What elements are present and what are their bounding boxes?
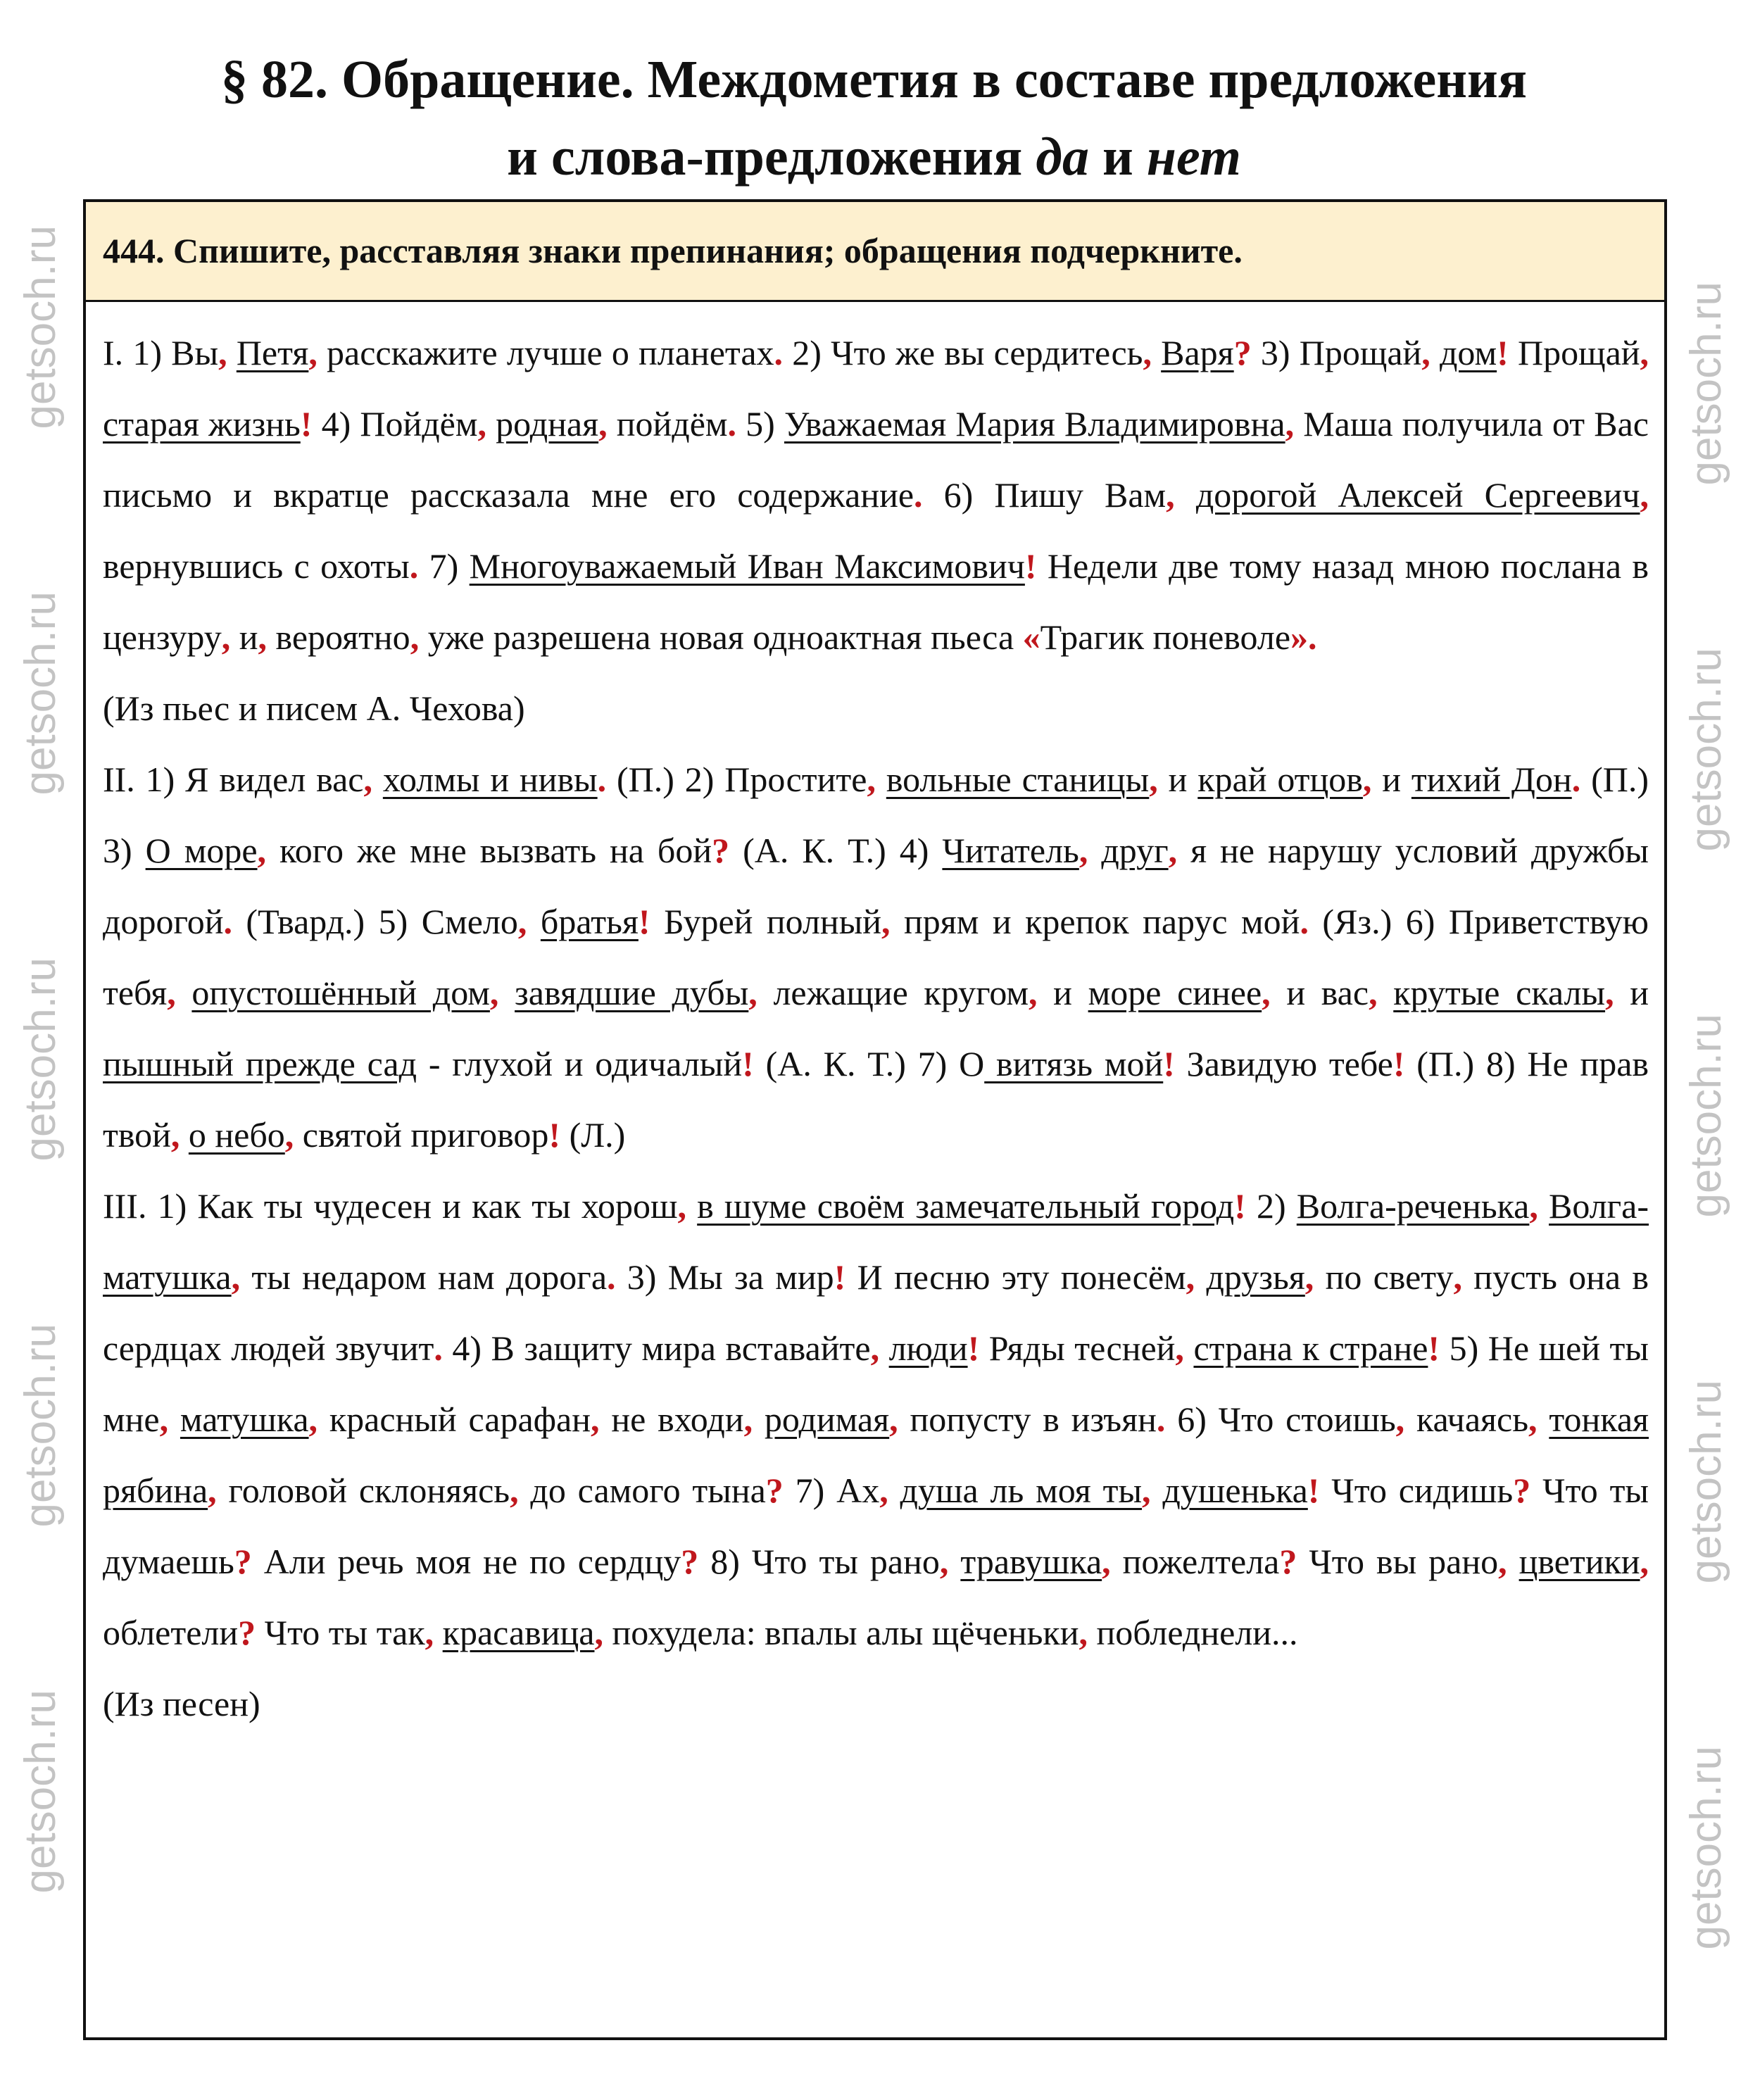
- inserted-punctuation: .: [1300, 902, 1309, 941]
- inserted-punctuation: .: [774, 333, 784, 372]
- inserted-punctuation: ».: [1290, 617, 1317, 657]
- text-segment: [1088, 831, 1101, 870]
- underlined-address: О море: [145, 831, 258, 870]
- underlined-address: дорогой Алексей Сергеевич: [1195, 475, 1640, 515]
- text-segment: [753, 1400, 765, 1439]
- text-segment: I. 1) Вы: [103, 333, 219, 372]
- inserted-punctuation: ,: [1640, 1542, 1649, 1581]
- text-segment: (Твард.) 5) Смело: [232, 902, 518, 941]
- inserted-punctuation: ,: [308, 1400, 318, 1439]
- inserted-punctuation: ,: [1285, 404, 1295, 444]
- text-segment: Ряды тесней: [979, 1328, 1176, 1368]
- title-text: и слова-предложения: [507, 127, 1036, 187]
- inserted-punctuation: .: [727, 404, 737, 444]
- watermark: getsoch.ru: [1682, 1746, 1730, 1950]
- watermark: getsoch.ru: [1682, 1380, 1730, 1584]
- underlined-address: Петя: [236, 333, 309, 372]
- inserted-punctuation: ,: [889, 1400, 898, 1439]
- watermark: getsoch.ru: [16, 1690, 65, 1894]
- text-segment: вероятно: [267, 617, 410, 657]
- inserted-punctuation: ,: [867, 760, 876, 799]
- text-segment: святой приговор: [294, 1115, 549, 1155]
- underlined-address: опустошённый дом: [191, 973, 490, 1012]
- inserted-punctuation: ,: [1143, 333, 1152, 372]
- text-segment: 4) Пойдём: [312, 404, 478, 444]
- text-segment: (А. К. Т.) 4): [729, 831, 943, 870]
- underlined-address: друзья: [1206, 1257, 1305, 1297]
- underlined-address: старая жизнь: [103, 404, 301, 444]
- inserted-punctuation: ,: [1168, 831, 1178, 870]
- text-segment: прям и крепок парус мой: [890, 902, 1300, 941]
- underlined-address: тонкая рябина: [103, 1400, 1649, 1510]
- inserted-punctuation: ,: [1640, 333, 1649, 372]
- text-segment: [1507, 1542, 1519, 1581]
- underlined-address: пышный прежде сад: [103, 1044, 417, 1083]
- text-segment: [168, 1400, 180, 1439]
- inserted-punctuation: ,: [221, 617, 231, 657]
- inserted-punctuation: ,: [510, 1471, 519, 1510]
- section-source-1: (Из пьес и писем А. Чехова): [103, 689, 525, 728]
- watermark: getsoch.ru: [1682, 1014, 1730, 1218]
- text-segment: я не нарушу условий дружбы дорогой: [103, 831, 1649, 941]
- inserted-punctuation: ,: [159, 1400, 169, 1439]
- text-segment: Маша получила от Вас письмо и вкратце рассказала мне его содержание: [103, 404, 1649, 515]
- inserted-punctuation: ?: [234, 1542, 252, 1581]
- inserted-punctuation: ,: [1528, 1400, 1538, 1439]
- watermark: getsoch.ru: [16, 957, 65, 1162]
- underlined-address: люди: [888, 1328, 968, 1368]
- text-segment: 5): [736, 404, 784, 444]
- text-segment: [948, 1542, 960, 1581]
- text-segment: Завидую тебе: [1174, 1044, 1393, 1083]
- underlined-address: витязь мой: [984, 1044, 1164, 1083]
- inserted-punctuation: !: [1392, 1044, 1405, 1083]
- inserted-punctuation: ,: [1395, 1400, 1405, 1439]
- text-segment: [180, 1115, 189, 1155]
- underlined-address: Многоуважаемый Иван Максимович: [469, 546, 1025, 586]
- watermark: getsoch.ru: [16, 225, 65, 429]
- exercise-heading: 444. Спишите, расставляя знаки препинания; обращения подчеркните.: [86, 202, 1664, 302]
- text-segment: (Яз.) 6) Приветствую тебя: [103, 902, 1649, 1012]
- text-segment: [372, 760, 383, 799]
- text-segment: и: [1371, 760, 1411, 799]
- text-segment: (П.) 3): [103, 760, 1649, 870]
- inserted-punctuation: .: [914, 475, 923, 515]
- text-segment: похудела: впалы алы щёченьки: [603, 1613, 1079, 1652]
- text-segment: 4) В защиту мира вставайте: [442, 1328, 871, 1368]
- text-segment: 6) Пишу Вам: [922, 475, 1167, 515]
- inserted-punctuation: ,: [598, 404, 608, 444]
- text-segment: [434, 1613, 443, 1652]
- text-segment: пойдём: [607, 404, 728, 444]
- inserted-punctuation: !: [548, 1115, 561, 1155]
- watermark: getsoch.ru: [16, 591, 65, 796]
- inserted-punctuation: .: [1156, 1400, 1166, 1439]
- underlined-address: крутые скалы: [1393, 973, 1606, 1012]
- underlined-address: о небо: [188, 1115, 285, 1155]
- text-segment: Что вы рано: [1297, 1542, 1499, 1581]
- text-segment: головой склоняясь: [216, 1471, 510, 1510]
- watermark: getsoch.ru: [1682, 282, 1730, 486]
- text-segment: вернувшись с охоты: [103, 546, 410, 586]
- text-segment: (А. К. Т.) 7) О: [753, 1044, 985, 1083]
- section-text-1: [103, 317, 1649, 673]
- text-segment: [876, 760, 886, 799]
- text-segment: 7): [418, 546, 470, 586]
- text-segment: [1152, 333, 1161, 372]
- text-segment: [1538, 1400, 1549, 1439]
- inserted-punctuation: !: [1024, 546, 1037, 586]
- inserted-punctuation: ,: [1498, 1542, 1507, 1581]
- title-text: и: [1089, 127, 1147, 187]
- underlined-address: матушка: [180, 1400, 309, 1439]
- inserted-punctuation: ,: [284, 1115, 294, 1155]
- inserted-punctuation: ?: [1513, 1471, 1531, 1510]
- section-title-line-2: [0, 118, 1748, 196]
- inserted-punctuation: ,: [257, 831, 267, 870]
- text-segment: [879, 1328, 889, 1368]
- title-word-net: нет: [1146, 127, 1241, 187]
- text-segment: [1151, 1471, 1163, 1510]
- inserted-punctuation: ?: [765, 1471, 784, 1510]
- inserted-punctuation: !: [300, 404, 313, 444]
- section-source-3: (Из песен): [103, 1684, 260, 1723]
- inserted-punctuation: ,: [1453, 1257, 1462, 1297]
- inserted-punctuation: ,: [410, 617, 420, 657]
- underlined-address: Варя: [1161, 333, 1234, 372]
- inserted-punctuation: .: [597, 760, 607, 799]
- text-segment: [227, 333, 237, 372]
- underlined-address: в шуме своём замечательный город: [697, 1186, 1235, 1226]
- text-segment: (П.) 2) Простите: [606, 760, 867, 799]
- text-segment: II. 1) Я видел вас: [103, 760, 364, 799]
- inserted-punctuation: !: [967, 1328, 980, 1368]
- underlined-address: холмы и нивы: [382, 760, 598, 799]
- text-segment: [1195, 1257, 1206, 1297]
- underlined-address: вольные станицы: [886, 760, 1150, 799]
- text-segment: побледнели...: [1087, 1613, 1298, 1652]
- watermark: getsoch.ru: [16, 1323, 65, 1528]
- inserted-punctuation: ,: [1079, 831, 1088, 870]
- inserted-punctuation: ,: [748, 973, 757, 1012]
- inserted-punctuation: .: [607, 1257, 616, 1297]
- inserted-punctuation: ,: [517, 902, 527, 941]
- inserted-punctuation: ,: [258, 617, 268, 657]
- text-segment: расскажите лучше о планетах: [317, 333, 774, 372]
- inserted-punctuation: ,: [1640, 475, 1649, 515]
- text-segment: Что сидишь: [1319, 1471, 1514, 1510]
- text-segment: [1378, 973, 1394, 1012]
- inserted-punctuation: ,: [1186, 1257, 1195, 1297]
- exercise-box: [83, 199, 1667, 2040]
- text-segment: - глухой и одичалый: [417, 1044, 743, 1083]
- text-segment: Недели две тому назад мною послана в цензуру: [103, 546, 1649, 657]
- underlined-address: цветики: [1519, 1542, 1640, 1581]
- text-segment: и: [230, 617, 258, 657]
- underlined-address: друг: [1101, 831, 1169, 870]
- underlined-address: душенька: [1162, 1471, 1308, 1510]
- text-segment: по свету: [1314, 1257, 1454, 1297]
- text-segment: [176, 973, 192, 1012]
- text-segment: [486, 404, 496, 444]
- text-segment: Что ты так: [256, 1613, 425, 1652]
- text-segment: Бурей полный: [650, 902, 882, 941]
- text-segment: 3) Мы за мир: [615, 1257, 834, 1297]
- exercise-content: [86, 302, 1664, 1747]
- text-segment: и: [1037, 973, 1088, 1012]
- inserted-punctuation: ?: [1233, 333, 1252, 372]
- text-segment: [498, 973, 515, 1012]
- inserted-punctuation: ,: [1102, 1542, 1111, 1581]
- underlined-address: Волга-реченька: [1296, 1186, 1530, 1226]
- inserted-punctuation: ?: [712, 831, 730, 870]
- inserted-punctuation: ,: [1304, 1257, 1314, 1297]
- text-segment: [1538, 1186, 1549, 1226]
- inserted-punctuation: ,: [591, 1400, 600, 1439]
- underlined-address: травушка: [960, 1542, 1102, 1581]
- inserted-punctuation: ,: [1166, 475, 1175, 515]
- inserted-punctuation: ,: [939, 1542, 949, 1581]
- inserted-punctuation: !: [1428, 1328, 1440, 1368]
- underlined-address: красавица: [442, 1613, 595, 1652]
- inserted-punctuation: ,: [1362, 760, 1372, 799]
- inserted-punctuation: ,: [879, 1471, 888, 1510]
- underlined-address: Волга-матушка: [103, 1186, 1649, 1297]
- inserted-punctuation: ,: [743, 1400, 753, 1439]
- inserted-punctuation: ,: [231, 1257, 241, 1297]
- inserted-punctuation: ?: [1279, 1542, 1297, 1581]
- underlined-address: Уважаемая Мария Владимировна: [784, 404, 1285, 444]
- text-segment: [1175, 475, 1196, 515]
- text-segment: Что ты думаешь: [103, 1471, 1649, 1581]
- inserted-punctuation: ,: [1369, 973, 1378, 1012]
- inserted-punctuation: ,: [363, 760, 372, 799]
- inserted-punctuation: !: [1163, 1044, 1175, 1083]
- inserted-punctuation: .: [434, 1328, 443, 1368]
- text-segment: [686, 1186, 697, 1226]
- text-segment: красный сарафан: [317, 1400, 591, 1439]
- underlined-address: страна к стране: [1193, 1328, 1428, 1368]
- text-segment: (Л.): [560, 1115, 626, 1155]
- inserted-punctuation: .: [223, 902, 232, 941]
- inserted-punctuation: ,: [477, 404, 487, 444]
- text-segment: Прощай: [1508, 333, 1640, 372]
- text-segment: 3) Прощай: [1251, 333, 1422, 372]
- text-segment: и: [1157, 760, 1198, 799]
- text-segment: 2) Что же вы сердитесь: [783, 333, 1143, 372]
- inserted-punctuation: ,: [677, 1186, 686, 1226]
- text-segment: Али речь моя не по сердцу: [251, 1542, 681, 1581]
- text-segment: [1431, 333, 1440, 372]
- inserted-punctuation: ,: [208, 1471, 217, 1510]
- inserted-punctuation: ,: [1605, 973, 1614, 1012]
- inserted-punctuation: ,: [489, 973, 499, 1012]
- text-segment: уже разрешена новая одноактная пьеса: [419, 617, 1023, 657]
- underlined-address: тихий Дон: [1411, 760, 1572, 799]
- inserted-punctuation: !: [1307, 1471, 1320, 1510]
- underlined-address: край отцов: [1197, 760, 1363, 799]
- underlined-address: душа ль моя ты: [900, 1471, 1143, 1510]
- text-segment: (П.) 8) Не прав твой: [103, 1044, 1649, 1155]
- text-segment: 2): [1245, 1186, 1297, 1226]
- inserted-punctuation: ,: [870, 1328, 880, 1368]
- inserted-punctuation: ,: [1421, 333, 1431, 372]
- inserted-punctuation: ,: [1142, 1471, 1151, 1510]
- text-segment: качаясь: [1404, 1400, 1529, 1439]
- text-segment: пусть она в сердцах людей звучит: [103, 1257, 1649, 1368]
- section-text-3: [103, 1171, 1649, 1668]
- text-segment: и: [1614, 973, 1649, 1012]
- text-segment: И песню эту понесём: [845, 1257, 1186, 1297]
- inserted-punctuation: ,: [594, 1613, 603, 1652]
- text-segment: [1184, 1328, 1194, 1368]
- text-segment: кого же мне вызвать на бой: [266, 831, 712, 870]
- inserted-punctuation: ,: [1529, 1186, 1538, 1226]
- inserted-punctuation: !: [1234, 1186, 1246, 1226]
- inserted-punctuation: ,: [1029, 973, 1038, 1012]
- underlined-address: дом: [1439, 333, 1497, 372]
- text-segment: [888, 1471, 900, 1510]
- text-segment: облетели: [103, 1613, 239, 1652]
- inserted-punctuation: ,: [881, 902, 891, 941]
- text-segment: 8) Что ты рано: [698, 1542, 940, 1581]
- underlined-address: Читатель: [942, 831, 1079, 870]
- inserted-punctuation: ,: [1262, 973, 1271, 1012]
- text-segment: 7) Ах: [783, 1471, 880, 1510]
- text-segment: до самого тына: [518, 1471, 766, 1510]
- inserted-punctuation: .: [409, 546, 419, 586]
- underlined-address: братья: [540, 902, 639, 941]
- underlined-address: завядшие дубы: [515, 973, 749, 1012]
- inserted-punctuation: ,: [425, 1613, 434, 1652]
- text-segment: ты недаром нам дорога: [240, 1257, 608, 1297]
- text-segment: и вас: [1270, 973, 1369, 1012]
- text-segment: пожелтела: [1110, 1542, 1280, 1581]
- text-segment: попусту в изъян: [898, 1400, 1157, 1439]
- inserted-punctuation: !: [742, 1044, 754, 1083]
- watermark: getsoch.ru: [1682, 648, 1730, 852]
- inserted-punctuation: ?: [681, 1542, 699, 1581]
- inserted-punctuation: «: [1022, 617, 1040, 657]
- inserted-punctuation: .: [1571, 760, 1581, 799]
- underlined-address: родная: [496, 404, 599, 444]
- inserted-punctuation: ,: [170, 1115, 180, 1155]
- text-segment: 5) Не шей ты мне: [103, 1328, 1649, 1439]
- inserted-punctuation: ?: [238, 1613, 256, 1652]
- inserted-punctuation: ,: [308, 333, 317, 372]
- inserted-punctuation: ,: [218, 333, 227, 372]
- text-segment: лежащие кругом: [757, 973, 1029, 1012]
- text-segment: не входи: [599, 1400, 744, 1439]
- section-title-line-1: § 82. Обращение. Междометия в составе предложения: [221, 50, 1527, 109]
- text-segment: Трагик поневоле: [1040, 617, 1291, 657]
- text-segment: III. 1) Как ты чудесен и как ты хорош: [103, 1186, 678, 1226]
- inserted-punctuation: ,: [1079, 1613, 1088, 1652]
- inserted-punctuation: ,: [1149, 760, 1158, 799]
- section-text-2: [103, 744, 1649, 1171]
- underlined-address: родимая: [764, 1400, 890, 1439]
- inserted-punctuation: ,: [1175, 1328, 1184, 1368]
- text-segment: [527, 902, 540, 941]
- underlined-address: море синее: [1088, 973, 1262, 1012]
- inserted-punctuation: !: [638, 902, 650, 941]
- text-segment: 6) Что стоишь: [1165, 1400, 1396, 1439]
- inserted-punctuation: !: [834, 1257, 846, 1297]
- title-word-da: да: [1036, 127, 1089, 187]
- inserted-punctuation: ,: [167, 973, 176, 1012]
- inserted-punctuation: !: [1497, 333, 1509, 372]
